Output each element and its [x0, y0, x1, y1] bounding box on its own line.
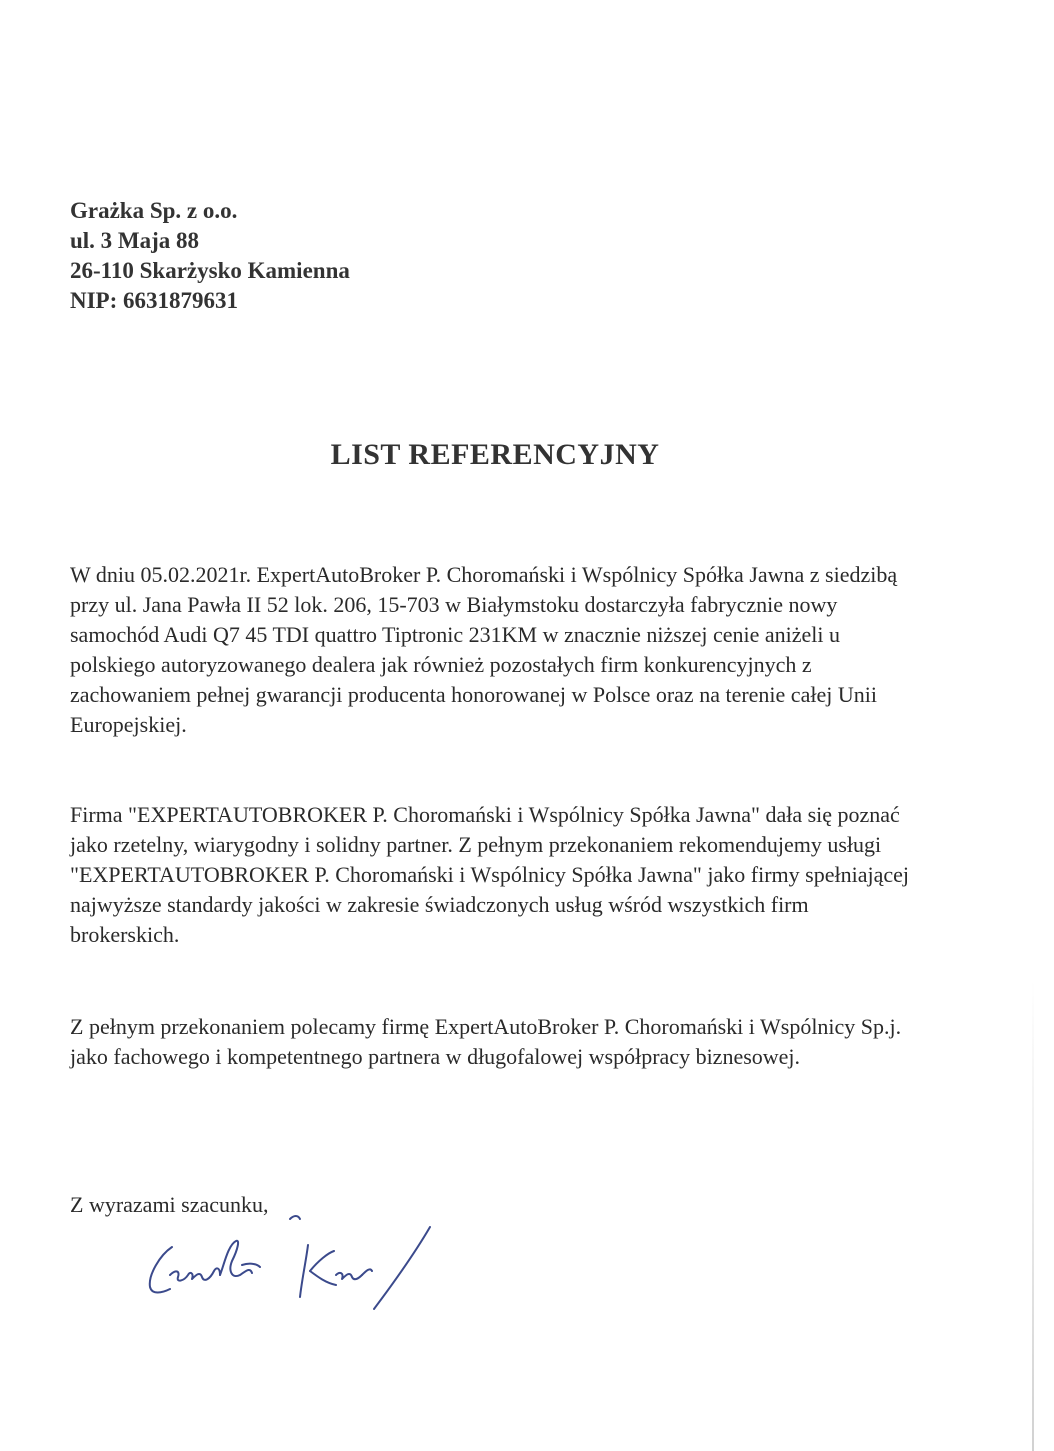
handwritten-signature-icon — [140, 1205, 440, 1315]
scan-edge-shadow — [1032, 980, 1034, 1451]
sender-nip: NIP: 6631879631 — [70, 288, 239, 313]
sender-street: ul. 3 Maja 88 — [70, 228, 200, 253]
sender-city: 26-110 Skarżysko Kamienna — [70, 258, 350, 283]
sender-company-name: Grażka Sp. z o.o. — [70, 198, 238, 223]
paragraph-3: Z pełnym przekonaniem polecamy firmę ExpertAutoBroker P. Choromański i Wspólnicy Sp.j. jako fachowego i kompetentnego partnera w długofalowej współpracy biznesowej. — [70, 1014, 902, 1069]
closing-salutation: Z wyrazami szacunku, — [70, 1192, 269, 1217]
paragraph-1: W dniu 05.02.2021r. ExpertAutoBroker P. Choromański i Wspólnicy Spółka Jawna z siedzibą przy ul. Jana Pawła II 52 lok. 206, 15-703 w Białymstoku dostarczyła fabrycznie nowy samochód Audi Q7 45 TDI quattro Tiptronic 231KM w znacznie niższej cenie aniżeli u polskiego autoryzowanego dealera jak również pozostałych firm konkurencyjnych z zachowaniem pełnej gwarancji producenta honorowanej w Polsce oraz na terenie całej Unii Europejskiej. — [70, 562, 898, 737]
document-title: LIST REFERENCYJNY — [330, 438, 660, 471]
sender-address-block — [70, 196, 350, 316]
paragraph-2: Firma "EXPERTAUTOBROKER P. Choromański i Wspólnicy Spółka Jawna" dała się poznać jako rzetelny, wiarygodny i solidny partner. Z pełnym przekonaniem rekomendujemy usługi "EXPERTAUTOBROKER P. Choromański i Wspólnicy Spółka Jawna" jako firmy spełniającej najwyższe standardy jakości w zakresie świadczonych usług wśród wszystkich firm brokerskich. — [70, 802, 909, 947]
